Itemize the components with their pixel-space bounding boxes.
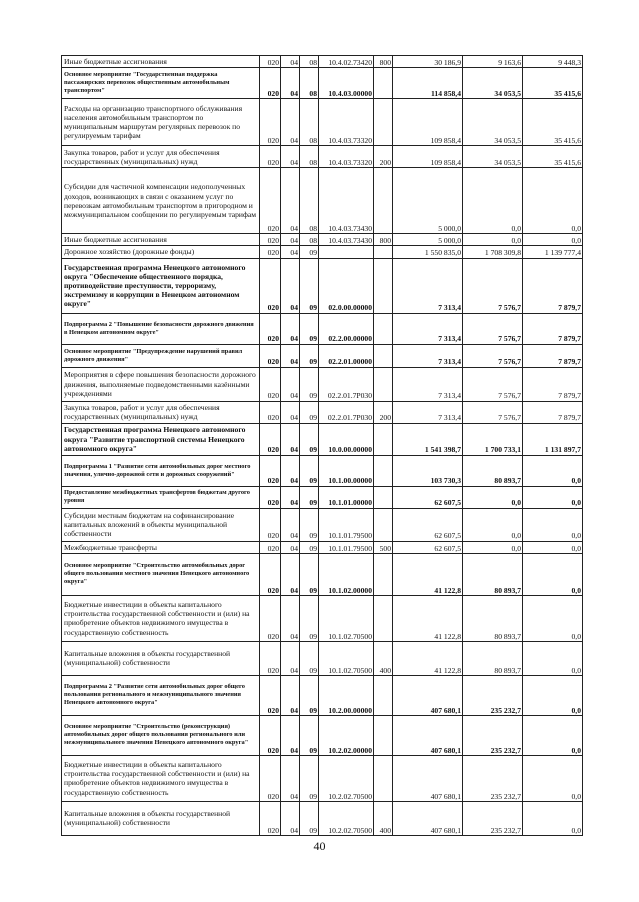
csr-code-cell: 10.4.03.73430: [319, 168, 374, 234]
table-row: [62, 641, 583, 675]
value-year-2-cell: 235 232,7: [463, 801, 523, 835]
table-row: [62, 344, 583, 367]
vr-code-cell: [374, 486, 393, 508]
row-name-cell: Основное мероприятие "Строительство автомобильных дорог общего пользования местного значения Ненецкого автономного округа": [62, 553, 260, 595]
table-row: [62, 367, 583, 401]
row-name-cell: Подпрограмма 1 "Развитие сети автомобильных дорог местного значения, улично-дорожной сети и дорожных сооружений": [62, 455, 260, 486]
value-year-2-cell: 80 893,7: [463, 641, 523, 675]
table-row: [62, 715, 583, 755]
vr-code-cell: [374, 423, 393, 455]
gr-code-cell: 020: [260, 486, 281, 508]
pr-code-cell: 08: [300, 146, 319, 168]
row-name-cell: Государственная программа Ненецкого автономного округа "Развитие транспортной системы Ненецкого автономного округа": [62, 423, 260, 455]
pr-code-cell: 09: [300, 801, 319, 835]
row-name-cell: Подпрограмма 2 "Развитие сети автомобильных дорог общего пользования регионального и межмуниципального значения Ненецкого автономного округа": [62, 675, 260, 715]
page-number: 40: [313, 839, 326, 853]
value-year-1-cell: 5 000,0: [393, 168, 463, 234]
gr-code-cell: 020: [260, 755, 281, 801]
row-name-cell: Основное мероприятие "Государственная поддержка пассажирских перевозок общественным автомобильным транспортом": [62, 68, 260, 99]
table-row: [62, 675, 583, 715]
row-name-cell: Иные бюджетные ассигнования: [62, 56, 260, 68]
vr-code-cell: [374, 455, 393, 486]
value-year-1-cell: 407 680,1: [393, 715, 463, 755]
value-year-3-cell: 7 879,7: [523, 401, 583, 423]
value-year-2-cell: 9 163,6: [463, 56, 523, 68]
vr-code-cell: 400: [374, 801, 393, 835]
row-name-cell: Предоставление межбюджетных трансфертов бюджетам другого уровня: [62, 486, 260, 508]
budget-table: [61, 55, 583, 836]
table-row: [62, 168, 583, 234]
gr-code-cell: 020: [260, 675, 281, 715]
value-year-2-cell: 7 576,7: [463, 313, 523, 344]
rz-code-cell: 04: [281, 168, 300, 234]
csr-code-cell: 10.4.03.00000: [319, 68, 374, 99]
csr-code-cell: 02.2.00.00000: [319, 313, 374, 344]
row-name-cell: Бюджетные инвестиции в объекты капитального строительства государственной собственности и (или) на приобретение объектов недвижимого имущества в государственную собственность: [62, 595, 260, 641]
csr-code-cell: 10.2.02.00000: [319, 715, 374, 755]
value-year-2-cell: 1 708 309,8: [463, 246, 523, 258]
value-year-3-cell: 0,0: [523, 755, 583, 801]
pr-code-cell: 09: [300, 401, 319, 423]
pr-code-cell: 09: [300, 641, 319, 675]
value-year-2-cell: 80 893,7: [463, 595, 523, 641]
row-name-cell: Основное мероприятие "Строительство (реконструкция) автомобильных дорог общего пользования регионального или межмуниципального значения Ненецкого автономного округа": [62, 715, 260, 755]
csr-code-cell: 10.4.03.73320: [319, 146, 374, 168]
pr-code-cell: 09: [300, 508, 319, 541]
value-year-2-cell: 34 053,5: [463, 68, 523, 99]
rz-code-cell: 04: [281, 234, 300, 246]
value-year-2-cell: 235 232,7: [463, 755, 523, 801]
value-year-1-cell: 62 607,5: [393, 486, 463, 508]
rz-code-cell: 04: [281, 595, 300, 641]
rz-code-cell: 04: [281, 56, 300, 68]
csr-code-cell: [319, 246, 374, 258]
value-year-1-cell: 114 858,4: [393, 68, 463, 99]
pr-code-cell: 08: [300, 68, 319, 99]
csr-code-cell: 02.0.00.00000: [319, 258, 374, 313]
rz-code-cell: 04: [281, 401, 300, 423]
gr-code-cell: 020: [260, 455, 281, 486]
vr-code-cell: [374, 68, 393, 99]
table-row: [62, 553, 583, 595]
csr-code-cell: 10.1.02.00000: [319, 553, 374, 595]
pr-code-cell: 08: [300, 234, 319, 246]
value-year-1-cell: 407 680,1: [393, 755, 463, 801]
value-year-3-cell: 0,0: [523, 715, 583, 755]
value-year-3-cell: 0,0: [523, 541, 583, 553]
vr-code-cell: [374, 675, 393, 715]
vr-code-cell: [374, 715, 393, 755]
row-name-cell: Расходы на организацию транспортного обслуживания населения автомобильным транспортом по муниципальным маршрутам регулярных перевозок по регулируемым тарифам: [62, 99, 260, 146]
rz-code-cell: 04: [281, 313, 300, 344]
csr-code-cell: 10.1.02.70500: [319, 641, 374, 675]
pr-code-cell: 08: [300, 99, 319, 146]
table-row: [62, 99, 583, 146]
vr-code-cell: 800: [374, 234, 393, 246]
row-name-cell: Капитальные вложения в объекты государственной (муниципальной) собственности: [62, 801, 260, 835]
value-year-2-cell: 34 053,5: [463, 99, 523, 146]
value-year-1-cell: 109 858,4: [393, 146, 463, 168]
row-name-cell: Межбюджетные трансферты: [62, 541, 260, 553]
value-year-3-cell: 0,0: [523, 801, 583, 835]
value-year-2-cell: 7 576,7: [463, 367, 523, 401]
csr-code-cell: 02.2.01.7Р030: [319, 401, 374, 423]
rz-code-cell: 04: [281, 541, 300, 553]
row-name-cell: Иные бюджетные ассигнования: [62, 234, 260, 246]
rz-code-cell: 04: [281, 755, 300, 801]
value-year-3-cell: 35 415,6: [523, 68, 583, 99]
value-year-1-cell: 62 607,5: [393, 541, 463, 553]
gr-code-cell: 020: [260, 344, 281, 367]
value-year-1-cell: 41 122,8: [393, 553, 463, 595]
value-year-1-cell: 7 313,4: [393, 344, 463, 367]
csr-code-cell: 10.1.02.70500: [319, 595, 374, 641]
table-row: [62, 455, 583, 486]
value-year-2-cell: 235 232,7: [463, 675, 523, 715]
pr-code-cell: 08: [300, 168, 319, 234]
value-year-2-cell: 7 576,7: [463, 258, 523, 313]
value-year-3-cell: 0,0: [523, 168, 583, 234]
table-row: [62, 68, 583, 99]
value-year-1-cell: 7 313,4: [393, 313, 463, 344]
value-year-3-cell: 0,0: [523, 675, 583, 715]
vr-code-cell: [374, 367, 393, 401]
csr-code-cell: 10.4.03.73430: [319, 234, 374, 246]
pr-code-cell: 09: [300, 344, 319, 367]
value-year-3-cell: 1 131 897,7: [523, 423, 583, 455]
rz-code-cell: 04: [281, 146, 300, 168]
row-name-cell: Закупка товаров, работ и услуг для обеспечения государственных (муниципальных) нужд: [62, 146, 260, 168]
row-name-cell: Государственная программа Ненецкого автономного округа "Обеспечение общественного порядка, противодействие преступности, терроризму, экстремизму и коррупции в Ненецком автономном округе": [62, 258, 260, 313]
vr-code-cell: [374, 258, 393, 313]
value-year-1-cell: 7 313,4: [393, 401, 463, 423]
value-year-2-cell: 235 232,7: [463, 715, 523, 755]
row-name-cell: Подпрограмма 2 "Повышение безопасности дорожного движения в Ненецком автономном округе": [62, 313, 260, 344]
pr-code-cell: 09: [300, 595, 319, 641]
csr-code-cell: 10.2.00.00000: [319, 675, 374, 715]
gr-code-cell: 020: [260, 801, 281, 835]
row-name-cell: Дорожное хозяйство (дорожные фонды): [62, 246, 260, 258]
gr-code-cell: 020: [260, 508, 281, 541]
table-row: [62, 313, 583, 344]
table-row: [62, 401, 583, 423]
value-year-1-cell: 62 607,5: [393, 508, 463, 541]
value-year-3-cell: 0,0: [523, 553, 583, 595]
rz-code-cell: 04: [281, 801, 300, 835]
pr-code-cell: 09: [300, 455, 319, 486]
csr-code-cell: 10.2.02.70500: [319, 755, 374, 801]
gr-code-cell: 020: [260, 367, 281, 401]
rz-code-cell: 04: [281, 246, 300, 258]
rz-code-cell: 04: [281, 367, 300, 401]
gr-code-cell: 020: [260, 68, 281, 99]
value-year-1-cell: 407 680,1: [393, 801, 463, 835]
vr-code-cell: 200: [374, 401, 393, 423]
value-year-3-cell: 7 879,7: [523, 367, 583, 401]
rz-code-cell: 04: [281, 715, 300, 755]
table-row: [62, 508, 583, 541]
row-name-cell: Бюджетные инвестиции в объекты капитального строительства государственной собственности и (или) на приобретение объектов недвижимого имущества в государственную собственность: [62, 755, 260, 801]
csr-code-cell: 10.4.02.73420: [319, 56, 374, 68]
gr-code-cell: 020: [260, 595, 281, 641]
row-name-cell: Мероприятия в сфере повышения безопасности дорожного движения, выполняемые подведомственными казёнными учреждениями: [62, 367, 260, 401]
vr-code-cell: [374, 755, 393, 801]
value-year-2-cell: 0,0: [463, 168, 523, 234]
value-year-3-cell: 0,0: [523, 455, 583, 486]
value-year-1-cell: 41 122,8: [393, 595, 463, 641]
table-row: [62, 56, 583, 68]
value-year-1-cell: 103 730,3: [393, 455, 463, 486]
vr-code-cell: [374, 99, 393, 146]
gr-code-cell: 020: [260, 715, 281, 755]
pr-code-cell: 09: [300, 258, 319, 313]
table-row: [62, 486, 583, 508]
gr-code-cell: 020: [260, 146, 281, 168]
value-year-3-cell: 0,0: [523, 508, 583, 541]
csr-code-cell: 10.4.03.73320: [319, 99, 374, 146]
gr-code-cell: 020: [260, 313, 281, 344]
pr-code-cell: 09: [300, 313, 319, 344]
value-year-1-cell: 407 680,1: [393, 675, 463, 715]
rz-code-cell: 04: [281, 258, 300, 313]
table-row: [62, 423, 583, 455]
value-year-2-cell: 0,0: [463, 234, 523, 246]
rz-code-cell: 04: [281, 455, 300, 486]
csr-code-cell: 10.1.01.79500: [319, 541, 374, 553]
row-name-cell: Закупка товаров, работ и услуг для обеспечения государственных (муниципальных) нужд: [62, 401, 260, 423]
csr-code-cell: 10.1.00.00000: [319, 455, 374, 486]
value-year-2-cell: 0,0: [463, 508, 523, 541]
table-row: [62, 755, 583, 801]
vr-code-cell: 400: [374, 641, 393, 675]
csr-code-cell: 10.1.01.00000: [319, 486, 374, 508]
gr-code-cell: 020: [260, 99, 281, 146]
value-year-3-cell: 1 139 777,4: [523, 246, 583, 258]
table-row: [62, 246, 583, 258]
table-row: [62, 258, 583, 313]
gr-code-cell: 020: [260, 541, 281, 553]
value-year-1-cell: 1 550 835,0: [393, 246, 463, 258]
value-year-2-cell: 0,0: [463, 541, 523, 553]
pr-code-cell: 09: [300, 553, 319, 595]
rz-code-cell: 04: [281, 99, 300, 146]
value-year-3-cell: 7 879,7: [523, 258, 583, 313]
rz-code-cell: 04: [281, 423, 300, 455]
value-year-2-cell: 34 053,5: [463, 146, 523, 168]
gr-code-cell: 020: [260, 641, 281, 675]
value-year-1-cell: 41 122,8: [393, 641, 463, 675]
value-year-3-cell: 0,0: [523, 641, 583, 675]
value-year-3-cell: 35 415,6: [523, 99, 583, 146]
pr-code-cell: 09: [300, 486, 319, 508]
value-year-2-cell: 80 893,7: [463, 553, 523, 595]
pr-code-cell: 09: [300, 367, 319, 401]
rz-code-cell: 04: [281, 641, 300, 675]
value-year-1-cell: 5 000,0: [393, 234, 463, 246]
vr-code-cell: [374, 246, 393, 258]
csr-code-cell: 02.2.01.7Р030: [319, 367, 374, 401]
value-year-1-cell: 30 186,9: [393, 56, 463, 68]
row-name-cell: Субсидии для частичной компенсации недополученных доходов, возникающих в связи с оказанием услуг по перевозкам автомобильным транспортом в пригородном и межмуниципальном сообщении по регулируемым тарифам: [62, 168, 260, 234]
pr-code-cell: 09: [300, 541, 319, 553]
row-name-cell: Субсидии местным бюджетам на софинансирование капитальных вложений в объекты муниципальной собственности: [62, 508, 260, 541]
value-year-3-cell: 0,0: [523, 595, 583, 641]
value-year-3-cell: 35 415,6: [523, 146, 583, 168]
value-year-3-cell: 9 448,3: [523, 56, 583, 68]
vr-code-cell: [374, 313, 393, 344]
value-year-1-cell: 7 313,4: [393, 367, 463, 401]
csr-code-cell: 02.2.01.00000: [319, 344, 374, 367]
vr-code-cell: [374, 595, 393, 641]
value-year-2-cell: 1 700 733,1: [463, 423, 523, 455]
table-row: [62, 595, 583, 641]
value-year-3-cell: 0,0: [523, 234, 583, 246]
value-year-1-cell: 109 858,4: [393, 99, 463, 146]
gr-code-cell: 020: [260, 246, 281, 258]
table-row: [62, 234, 583, 246]
gr-code-cell: 020: [260, 168, 281, 234]
value-year-1-cell: 1 541 398,7: [393, 423, 463, 455]
vr-code-cell: [374, 508, 393, 541]
csr-code-cell: 10.0.00.00000: [319, 423, 374, 455]
table-row: [62, 801, 583, 835]
gr-code-cell: 020: [260, 258, 281, 313]
pr-code-cell: 09: [300, 715, 319, 755]
value-year-3-cell: 0,0: [523, 486, 583, 508]
vr-code-cell: [374, 553, 393, 595]
pr-code-cell: 09: [300, 675, 319, 715]
table-row: [62, 146, 583, 168]
vr-code-cell: 200: [374, 146, 393, 168]
row-name-cell: Капитальные вложения в объекты государственной (муниципальной) собственности: [62, 641, 260, 675]
rz-code-cell: 04: [281, 675, 300, 715]
value-year-1-cell: 7 313,4: [393, 258, 463, 313]
gr-code-cell: 020: [260, 56, 281, 68]
gr-code-cell: 020: [260, 401, 281, 423]
value-year-3-cell: 7 879,7: [523, 313, 583, 344]
vr-code-cell: [374, 168, 393, 234]
vr-code-cell: 800: [374, 56, 393, 68]
vr-code-cell: [374, 344, 393, 367]
pr-code-cell: 09: [300, 755, 319, 801]
value-year-3-cell: 7 879,7: [523, 344, 583, 367]
pr-code-cell: 08: [300, 56, 319, 68]
rz-code-cell: 04: [281, 68, 300, 99]
rz-code-cell: 04: [281, 553, 300, 595]
rz-code-cell: 04: [281, 508, 300, 541]
budget-table-body: [62, 56, 583, 836]
csr-code-cell: 10.2.02.70500: [319, 801, 374, 835]
value-year-2-cell: 0,0: [463, 486, 523, 508]
gr-code-cell: 020: [260, 423, 281, 455]
value-year-2-cell: 7 576,7: [463, 401, 523, 423]
table-row: [62, 541, 583, 553]
gr-code-cell: 020: [260, 553, 281, 595]
gr-code-cell: 020: [260, 234, 281, 246]
vr-code-cell: 500: [374, 541, 393, 553]
value-year-2-cell: 80 893,7: [463, 455, 523, 486]
pr-code-cell: 09: [300, 423, 319, 455]
value-year-2-cell: 7 576,7: [463, 344, 523, 367]
pr-code-cell: 09: [300, 246, 319, 258]
csr-code-cell: 10.1.01.79500: [319, 508, 374, 541]
row-name-cell: Основное мероприятие "Предупреждение нарушений правил дорожного движения": [62, 344, 260, 367]
rz-code-cell: 04: [281, 486, 300, 508]
rz-code-cell: 04: [281, 344, 300, 367]
